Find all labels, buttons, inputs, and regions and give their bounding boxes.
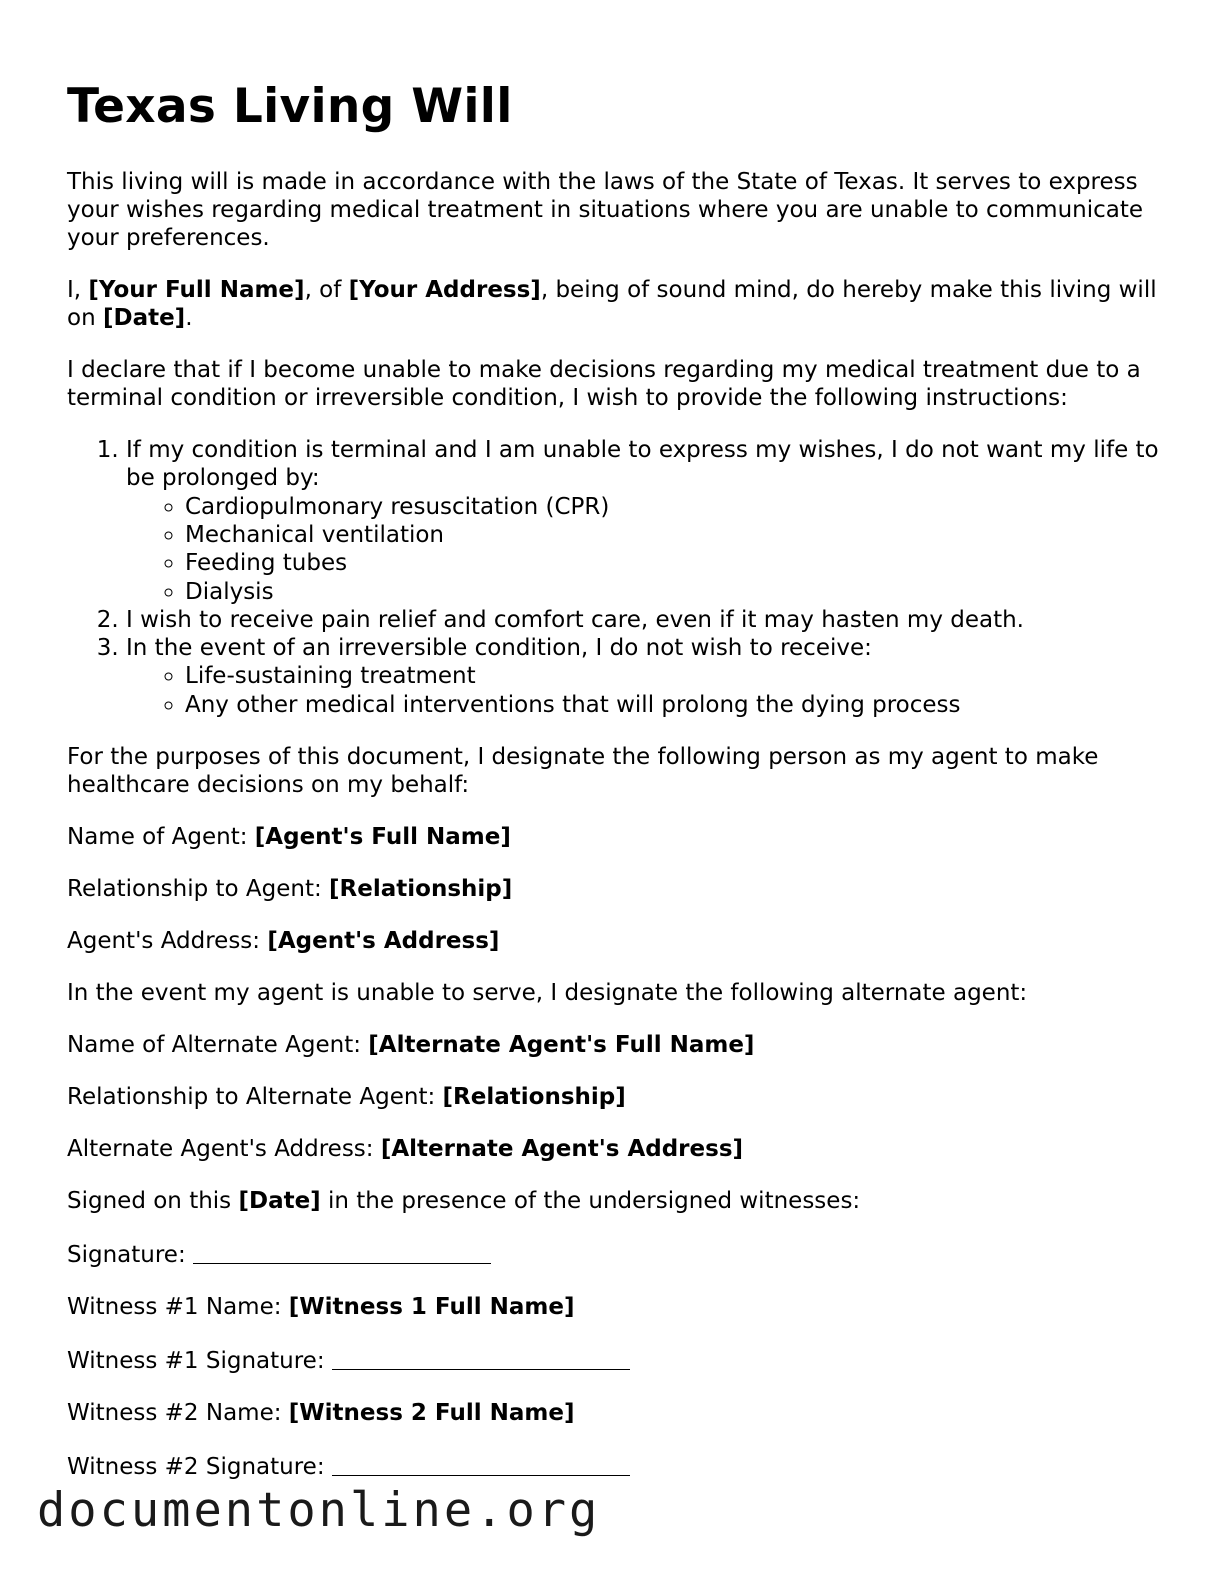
witness2-signature-line: [67, 1451, 1167, 1481]
instructions-list: [67, 436, 1167, 719]
signed-line: [67, 1187, 1167, 1215]
witness2-name-placeholder: [Witness 2 Full Name]: [288, 1400, 575, 1427]
field-label: Signature:: [67, 1242, 194, 1269]
agent-relationship-placeholder: [Relationship]: [329, 876, 513, 903]
instruction-text: If my condition is terminal and I am unable to express my wishes, I do not want my life to be prolonged by:: [126, 437, 1159, 492]
witness1-name-line: [67, 1293, 1167, 1321]
field-label: Witness #2 Name:: [67, 1400, 289, 1427]
signature-line: [67, 1239, 1167, 1269]
field-label: Agent's Address:: [67, 928, 268, 955]
signed-suffix: in the presence of the undersigned witnesses:: [320, 1188, 861, 1215]
sublist-item: ◦ Feeding tubes: [185, 549, 1167, 577]
alternate-address-placeholder: [Alternate Agent's Address]: [380, 1136, 744, 1163]
declaration-prefix: I,: [67, 277, 89, 304]
alternate-intro-paragraph: In the event my agent is unable to serve, I designate the following alternate agent:: [67, 980, 1028, 1007]
witness2-signature-blank[interactable]: [332, 1453, 630, 1476]
agent-intro-paragraph: For the purposes of this document, I designate the following person as my agent to make healthcare decisions on my behalf:: [67, 744, 1099, 799]
address-placeholder: [Your Address]: [348, 277, 541, 304]
instruction-text: In the event of an irreversible condition, I do not wish to receive:: [126, 635, 872, 662]
field-label: Witness #2 Signature:: [67, 1454, 332, 1481]
instruction-sublist: [126, 493, 1167, 606]
witness2-name-line: [67, 1399, 1167, 1427]
sublist-item: ◦ Any other medical interventions that will prolong the dying process: [185, 691, 1167, 719]
full-name-placeholder: [Your Full Name]: [88, 277, 305, 304]
signature-blank[interactable]: [193, 1241, 491, 1264]
instruction-item: [126, 606, 1167, 634]
document-page: [67, 80, 1167, 1505]
field-label: Witness #1 Signature:: [67, 1348, 332, 1375]
alternate-name-placeholder: [Alternate Agent's Full Name]: [368, 1032, 755, 1059]
agent-relationship-line: [67, 875, 1167, 903]
field-label: Relationship to Agent:: [67, 876, 330, 903]
agent-address-line: [67, 927, 1167, 955]
field-label: Name of Agent:: [67, 824, 255, 851]
instruction-sublist: [126, 662, 1167, 719]
sublist-item: ◦ Mechanical ventilation: [185, 521, 1167, 549]
date-placeholder: [Date]: [102, 305, 186, 332]
intro-paragraph: This living will is made in accordance with the laws of the State of Texas. It serves to express your wishes regarding medical treatment in situations where you are unable to communicate your preferences.: [67, 169, 1144, 252]
sublist-item: ◦ Dialysis: [185, 578, 1167, 606]
instruction-item: [126, 436, 1167, 606]
alternate-relationship-line: [67, 1083, 1167, 1111]
declaration-mid2: , being of sound mind, do hereby make this living will on: [67, 277, 1157, 332]
signed-date-placeholder: [Date]: [238, 1188, 321, 1215]
agent-address-placeholder: [Agent's Address]: [267, 928, 500, 955]
field-label: Alternate Agent's Address:: [67, 1136, 381, 1163]
agent-name-line: [67, 823, 1167, 851]
instruction-text: I wish to receive pain relief and comfort care, even if it may hasten my death.: [126, 606, 1024, 633]
witness1-signature-blank[interactable]: [332, 1347, 630, 1370]
witness1-name-placeholder: [Witness 1 Full Name]: [288, 1294, 575, 1321]
field-label: Name of Alternate Agent:: [67, 1032, 369, 1059]
sublist-item: ◦ Life-sustaining treatment: [185, 662, 1167, 690]
page-title: Texas Living Will: [67, 79, 513, 134]
signed-prefix: Signed on this: [67, 1188, 239, 1215]
sublist-item: ◦ Cardiopulmonary resuscitation (CPR): [185, 493, 1167, 521]
declaration-paragraph: [67, 276, 1167, 332]
declaration-suffix: .: [185, 305, 193, 332]
declare-paragraph: I declare that if I become unable to make decisions regarding my medical treatment due to a terminal condition or irreversible condition, I wish to provide the following instructions:: [67, 357, 1141, 412]
alternate-relationship-placeholder: [Relationship]: [442, 1084, 626, 1111]
agent-name-placeholder: [Agent's Full Name]: [254, 824, 511, 851]
watermark: documentonline.org: [37, 1483, 601, 1538]
instruction-item: [126, 634, 1167, 719]
field-label: Relationship to Alternate Agent:: [67, 1084, 443, 1111]
field-label: Witness #1 Name:: [67, 1294, 289, 1321]
declaration-mid1: , of: [304, 277, 349, 304]
alternate-address-line: [67, 1135, 1167, 1163]
alternate-name-line: [67, 1031, 1167, 1059]
witness1-signature-line: [67, 1345, 1167, 1375]
